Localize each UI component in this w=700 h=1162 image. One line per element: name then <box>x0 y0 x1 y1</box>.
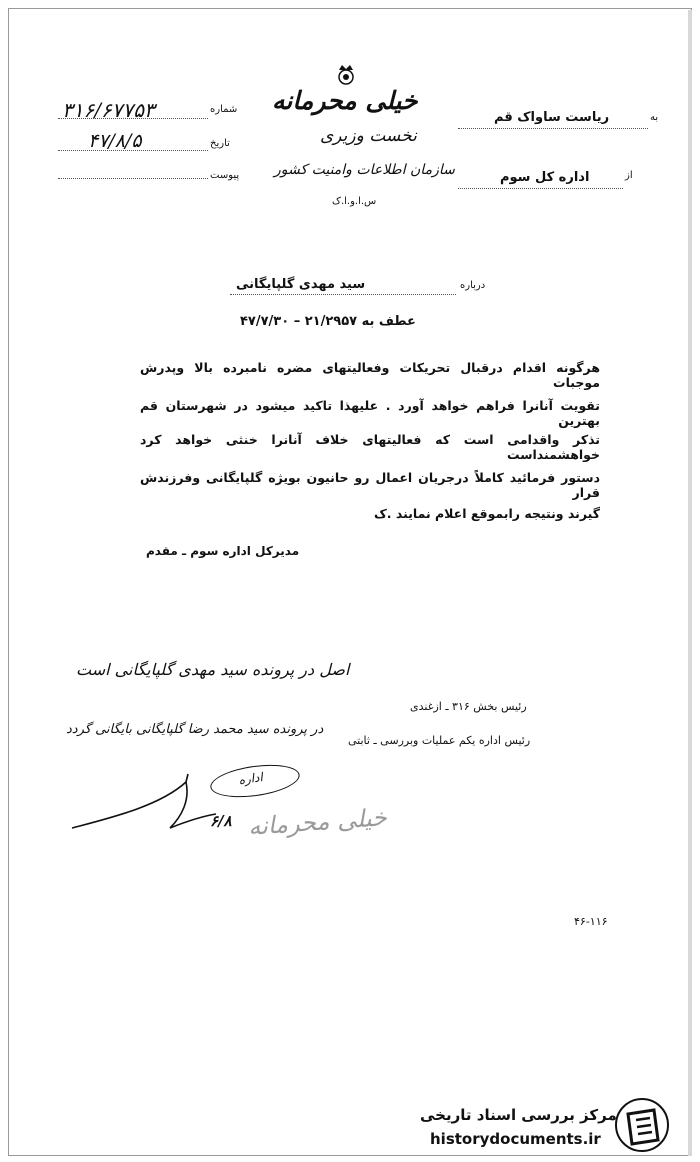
letter-date-value: ۴۷/۸/۵ <box>88 130 142 152</box>
handwritten-note-2: در پرونده سید محمد رضا گلپایگانی بایگانی گردد <box>66 722 324 737</box>
number-label: شماره <box>210 104 238 115</box>
page-border-shadow <box>688 10 692 1156</box>
faded-classification-stamp: خیلی محرمانه <box>247 803 388 841</box>
reference-line: عطف به ۲۱/۲۹۵۷ – ۴۷/۷/۳۰ <box>240 314 416 329</box>
body-line: تذکر واقدامی است که فعالیتهای خلاف آنانرا خنثی خواهد کرد خواهشمنداست <box>140 432 600 462</box>
from-label: از <box>625 170 633 181</box>
classification-stamp: خیلی محرمانه <box>272 86 418 115</box>
signature-line: مدیرکل اداره سوم ـ مقدم <box>146 544 300 558</box>
date-line <box>58 150 208 151</box>
to-line <box>458 128 648 129</box>
organization-code: س.ا.و.ا.ک <box>332 196 377 207</box>
archive-url: historydocuments.ir <box>430 1130 601 1148</box>
to-value: ریاست ساواک قم <box>494 110 610 125</box>
from-value: اداره کل سوم <box>500 170 590 185</box>
handwritten-signature <box>70 770 220 840</box>
body-line: تقویت آنانرا فراهم خواهد آورد . علیهذا تاکید میشود در شهرستان قم بهترین <box>140 398 600 428</box>
routing-line-1: رئیس بخش ۳۱۶ ـ ازغندی <box>410 700 527 713</box>
to-label: به <box>650 112 659 123</box>
office-stamp-number: ۶/۸ <box>210 812 232 830</box>
page-code: ۴۶-۱۱۶ <box>574 915 608 928</box>
archive-title: مرکز بررسی اسناد تاریخی <box>420 1106 617 1124</box>
attachment-label: پیوست <box>210 170 240 181</box>
number-line <box>58 118 208 119</box>
subject-value: سید مهدی گلپایگانی <box>236 277 366 292</box>
date-label: تاریخ <box>210 138 230 149</box>
from-line <box>458 188 623 189</box>
subject-label: درباره <box>460 280 486 291</box>
body-line: گیرند ونتیجه رابموقع اعلام نمایند .ک <box>373 506 600 521</box>
archive-logo-icon <box>614 1096 670 1154</box>
routing-line-2: رئیس اداره یکم عملیات وبررسی ـ ثابتی <box>348 734 531 747</box>
organization-name: سازمان اطلاعات وامنیت کشور <box>274 162 455 178</box>
attachment-line <box>58 178 208 179</box>
handwritten-note-1: اصل در پرونده سید مهدی گلپایگانی است <box>76 660 350 679</box>
body-line: دستور فرمائید کاملاً درجریان اعمال رو حانیون بویژه گلپایگانی وفرزندش قرار <box>140 470 600 500</box>
subject-line <box>230 294 456 295</box>
body-line: هرگونه اقدام درقبال تحریکات وفعالیتهای مضره نامبرده بالا وپدرش موجبات <box>140 360 600 390</box>
office-stamp-text: اداره <box>237 769 264 788</box>
ministry-name: نخست وزیری <box>320 126 417 146</box>
lion-sun-emblem-icon <box>333 62 359 88</box>
letter-number-value: ۳۱۶/۶۷۷۵۳ <box>62 98 155 122</box>
letterhead <box>262 62 455 232</box>
